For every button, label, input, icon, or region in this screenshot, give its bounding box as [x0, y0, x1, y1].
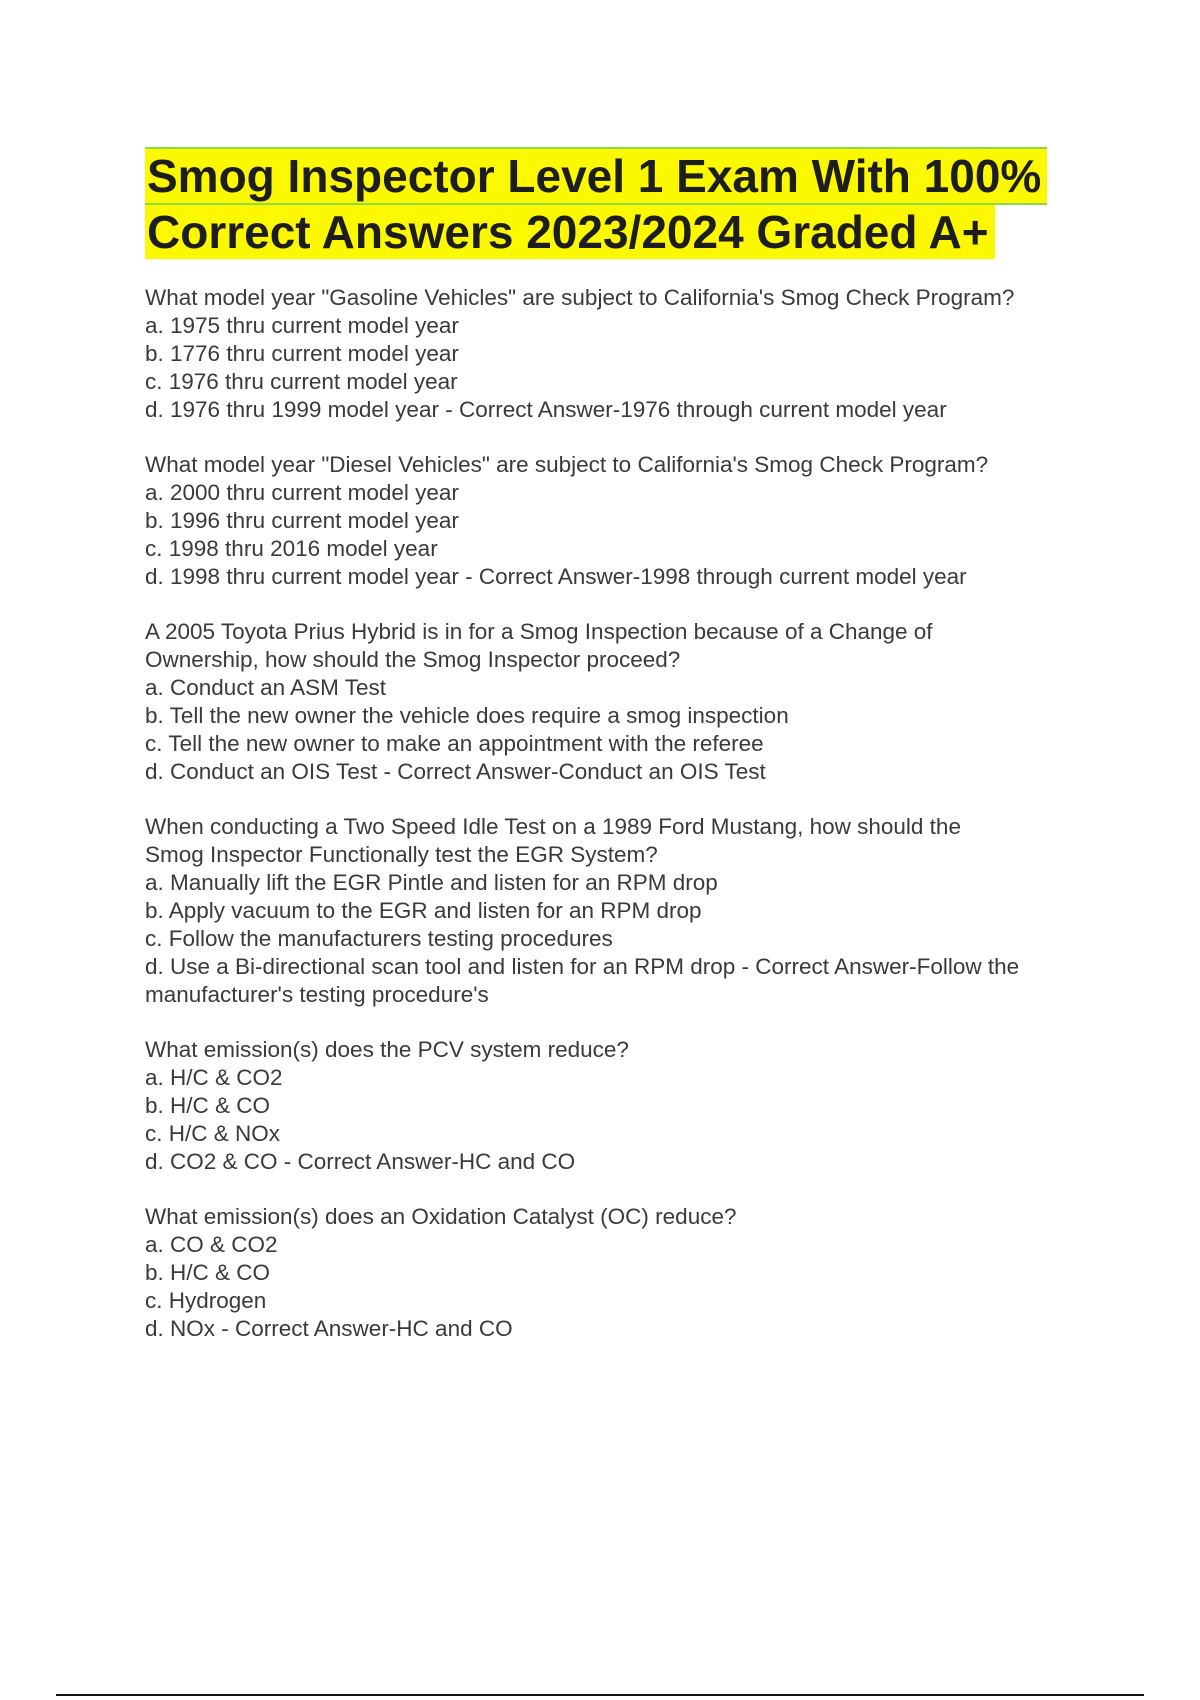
answer-option-with-correct-answer: d. 1976 thru 1999 model year - Correct Answer-1976 through current model year [145, 397, 947, 422]
title-line-1: Smog Inspector Level 1 Exam With 100% [145, 147, 1047, 205]
answer-option: a. Conduct an ASM Test [145, 675, 386, 700]
question-text: Smog Inspector Functionally test the EGR System? [145, 842, 658, 867]
answer-option-with-correct-answer: d. Conduct an OIS Test - Correct Answer-Conduct an OIS Test [145, 759, 766, 784]
question-text: What emission(s) does an Oxidation Catalyst (OC) reduce? [145, 1204, 737, 1229]
question-list [145, 284, 1105, 1370]
answer-option: c. H/C & NOx [145, 1121, 281, 1146]
question-block-1 [145, 284, 1105, 424]
answer-option: a. 2000 thru current model year [145, 480, 459, 505]
answer-option: b. Tell the new owner the vehicle does require a smog inspection [145, 703, 789, 728]
answer-option-with-correct-answer: d. CO2 & CO - Correct Answer-HC and CO [145, 1149, 576, 1174]
answer-option-with-correct-answer: d. 1998 thru current model year - Correct Answer-1998 through current model year [145, 564, 967, 589]
footer-divider [56, 1694, 1144, 1696]
question-text: What model year "Diesel Vehicles" are subject to California's Smog Check Program? [145, 452, 989, 477]
answer-option: b. 1996 thru current model year [145, 508, 459, 533]
question-block-3 [145, 618, 1105, 786]
answer-option: b. 1776 thru current model year [145, 341, 459, 366]
answer-option: a. CO & CO2 [145, 1232, 278, 1257]
document-title [145, 147, 1095, 259]
answer-option-with-correct-answer: d. Use a Bi-directional scan tool and listen for an RPM drop - Correct Answer-Follow the [145, 954, 1020, 979]
answer-option: b. Apply vacuum to the EGR and listen for an RPM drop [145, 898, 702, 923]
correct-answer-continuation: manufacturer's testing procedure's [145, 982, 489, 1007]
answer-option-with-correct-answer: d. NOx - Correct Answer-HC and CO [145, 1316, 513, 1341]
answer-option: b. H/C & CO [145, 1260, 271, 1285]
answer-option: a. 1975 thru current model year [145, 313, 459, 338]
answer-option: c. Tell the new owner to make an appointment with the referee [145, 731, 764, 756]
question-text: A 2005 Toyota Prius Hybrid is in for a Smog Inspection because of a Change of [145, 619, 933, 644]
question-text: What model year "Gasoline Vehicles" are subject to California's Smog Check Program? [145, 285, 1015, 310]
answer-option: c. Follow the manufacturers testing procedures [145, 926, 613, 951]
question-text: What emission(s) does the PCV system reduce? [145, 1037, 629, 1062]
answer-option: c. 1998 thru 2016 model year [145, 536, 438, 561]
question-text: When conducting a Two Speed Idle Test on a 1989 Ford Mustang, how should the [145, 814, 961, 839]
question-block-6 [145, 1203, 1105, 1343]
answer-option: b. H/C & CO [145, 1093, 271, 1118]
answer-option: c. Hydrogen [145, 1288, 267, 1313]
question-text: Ownership, how should the Smog Inspector proceed? [145, 647, 681, 672]
question-block-4 [145, 813, 1105, 1009]
answer-option: a. H/C & CO2 [145, 1065, 283, 1090]
answer-option: a. Manually lift the EGR Pintle and listen for an RPM drop [145, 870, 718, 895]
title-line-2: Correct Answers 2023/2024 Graded A+ [145, 205, 995, 259]
answer-option: c. 1976 thru current model year [145, 369, 458, 394]
question-block-5 [145, 1036, 1105, 1176]
question-block-2 [145, 451, 1105, 591]
